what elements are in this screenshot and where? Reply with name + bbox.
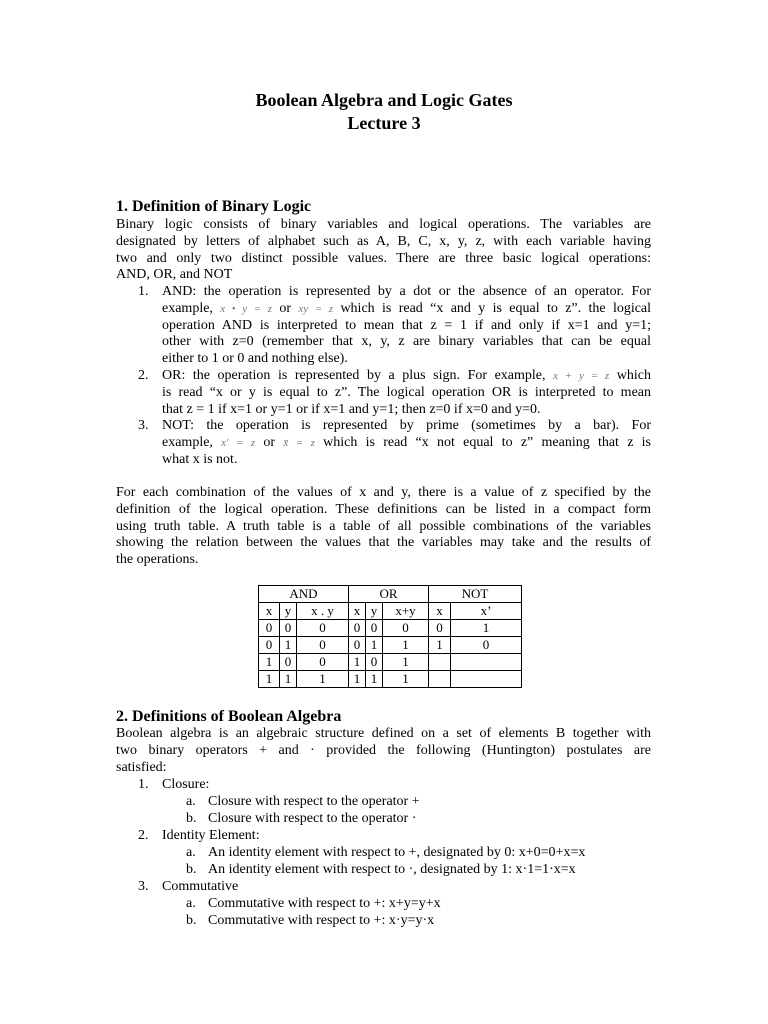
text-fragment: which xyxy=(616,368,651,383)
text-line: two binary operators + and · provided the following (Huntington) postulates are xyxy=(116,742,651,758)
table-cell: 0 xyxy=(280,620,297,637)
text-line: showing the relation between the values that the variables may take and the results of xyxy=(116,535,651,551)
table-group-row xyxy=(259,586,522,603)
column-header: x xyxy=(259,603,280,620)
and-definition xyxy=(162,284,651,368)
text-line: satisfied: xyxy=(116,759,167,775)
table-cell: 0 xyxy=(297,637,349,654)
sub-letter: b. xyxy=(186,862,197,877)
table-cell: 0 xyxy=(349,637,366,654)
table-cell: 1 xyxy=(280,671,297,688)
sub-item: Commutative with respect to +: x·y=y·x xyxy=(208,913,435,928)
list-number: 3. xyxy=(138,418,149,433)
table-cell xyxy=(451,654,522,671)
text-fragment: example, xyxy=(162,434,213,450)
section1-intro xyxy=(116,217,651,284)
document-title: Boolean Algebra and Logic Gates xyxy=(255,90,513,110)
text-line: that z = 1 if x=1 or y=1 or if x=1 and y=1; then z=0 if x=0 and y=0. xyxy=(162,401,541,417)
table-cell: 0 xyxy=(366,654,383,671)
list-number: 2. xyxy=(138,828,149,843)
text-line: Binary logic consists of binary variables and logical operations. The variables are xyxy=(116,217,651,232)
table-group-header: AND xyxy=(259,586,349,603)
table-cell: 1 xyxy=(429,637,451,654)
table-cell: 1 xyxy=(383,654,429,671)
table-cell: 0 xyxy=(429,620,451,637)
text-line: other with z=0 (remember that x, y, z are binary variables that can be equal xyxy=(162,334,651,350)
formula-image: x′ = z xyxy=(221,436,256,449)
text-line: definition of the logical operation. These definitions can be listed in a compact form xyxy=(116,501,651,517)
table-row xyxy=(259,620,522,637)
sub-letter: a. xyxy=(186,845,196,860)
table-cell: 1 xyxy=(349,671,366,688)
section2-heading: 2. Definitions of Boolean Algebra xyxy=(116,708,342,725)
table-cell: 1 xyxy=(451,620,522,637)
sub-letter: a. xyxy=(186,794,196,809)
text-line: either to 1 or 0 and nothing else). xyxy=(162,351,348,367)
formula-image: x + y = z xyxy=(553,370,610,382)
text-line: what x is not. xyxy=(162,451,238,467)
text-line: AND, OR, and NOT xyxy=(116,267,233,283)
table-row xyxy=(259,654,522,671)
table-group-header: OR xyxy=(349,586,429,603)
text-fragment: example, xyxy=(162,300,213,316)
text-fragment: or xyxy=(263,434,276,450)
table-cell: 1 xyxy=(259,654,280,671)
text-line: AND: the operation is represented by a dot or the absence of an operator. For xyxy=(162,284,651,299)
text-line xyxy=(162,368,651,385)
table-cell: 0 xyxy=(349,620,366,637)
text-line: two and only two distinct possible values. There are three basic logical operations: xyxy=(116,250,651,266)
list-number: 2. xyxy=(138,368,149,383)
table-cell: 1 xyxy=(297,671,349,688)
column-header: x’ xyxy=(451,603,522,620)
list-number: 1. xyxy=(138,777,149,792)
text-line: NOT: the operation is represented by prime (sometimes by a bar). For xyxy=(162,418,651,433)
text-line: using truth table. A truth table is a table of all possible combinations of the variables xyxy=(116,518,651,534)
table-row xyxy=(259,637,522,654)
postulate-label: Closure: xyxy=(162,777,210,792)
sub-item: Closure with respect to the operator · xyxy=(208,811,417,826)
sub-letter: b. xyxy=(186,811,197,826)
column-header: x xyxy=(429,603,451,620)
not-definition xyxy=(162,418,651,468)
table-cell: 1 xyxy=(383,671,429,688)
postulate-label: Identity Element: xyxy=(162,828,260,843)
or-definition xyxy=(162,368,651,418)
text-fragment: which is read “x and y is equal to z”. the logical xyxy=(340,300,652,316)
postulate-label: Commutative xyxy=(162,879,239,894)
text-line: is read “x or y is equal to z”. The logical operation OR is interpreted to mean xyxy=(162,384,651,400)
text-line: designated by letters of alphabet such as A, B, C, x, y, z, with each variable having xyxy=(116,233,651,249)
column-header: x+y xyxy=(383,603,429,620)
table-cell: 1 xyxy=(366,671,383,688)
table-cell: 1 xyxy=(259,671,280,688)
lecture-number: Lecture 3 xyxy=(347,113,421,133)
table-cell: 1 xyxy=(280,637,297,654)
table-cell: 0 xyxy=(259,620,280,637)
section2-intro xyxy=(116,726,651,776)
table-cell: 1 xyxy=(366,637,383,654)
table-cell xyxy=(451,671,522,688)
list-number: 3. xyxy=(138,879,149,894)
table-cell: 0 xyxy=(451,637,522,654)
column-header: x . y xyxy=(297,603,349,620)
table-cell: 0 xyxy=(366,620,383,637)
truth-table-paragraph xyxy=(116,485,651,569)
text-fragment: OR: the operation is represented by a plus sign. For example, xyxy=(162,368,546,383)
text-line xyxy=(162,435,651,452)
table-cell: 0 xyxy=(297,654,349,671)
text-line: Boolean algebra is an algebraic structure defined on a set of elements B together with xyxy=(116,726,651,741)
column-header: x xyxy=(349,603,366,620)
table-cell: 0 xyxy=(280,654,297,671)
table-cell: 0 xyxy=(383,620,429,637)
sub-item: Commutative with respect to +: x+y=y+x xyxy=(208,896,441,911)
table-header-row xyxy=(259,603,522,620)
text-line: the operations. xyxy=(116,552,199,568)
table-row xyxy=(259,671,522,688)
sub-item: An identity element with respect to ·, designated by 1: x·1=1·x=x xyxy=(208,862,576,877)
table-group-header: NOT xyxy=(429,586,522,603)
text-line: For each combination of the values of x and y, there is a value of z specified by the xyxy=(116,485,651,500)
text-line xyxy=(162,301,651,318)
sub-item: An identity element with respect to +, designated by 0: x+0=0+x=x xyxy=(208,845,586,860)
formula-image: x • y = z xyxy=(220,302,273,315)
section1-heading: 1. Definition of Binary Logic xyxy=(116,198,312,215)
truth-table xyxy=(258,585,522,688)
table-cell xyxy=(429,654,451,671)
table-cell: 1 xyxy=(383,637,429,654)
table-cell: 1 xyxy=(349,654,366,671)
text-fragment: or xyxy=(279,300,292,316)
sub-item: Closure with respect to the operator + xyxy=(208,794,420,809)
sub-letter: a. xyxy=(186,896,196,911)
column-header: y xyxy=(366,603,383,620)
sub-letter: b. xyxy=(186,913,197,928)
list-number: 1. xyxy=(138,284,149,299)
text-line: operation AND is interpreted to mean that z = 1 if and only if x=1 and y=1; xyxy=(162,317,651,333)
table-cell: 0 xyxy=(297,620,349,637)
formula-image: xy = z xyxy=(298,302,334,315)
table-cell xyxy=(429,671,451,688)
formula-image: x̄ = z xyxy=(283,436,315,449)
text-fragment: which is read “x not equal to z” meaning that z is xyxy=(323,434,651,450)
table-cell: 0 xyxy=(259,637,280,654)
column-header: y xyxy=(280,603,297,620)
